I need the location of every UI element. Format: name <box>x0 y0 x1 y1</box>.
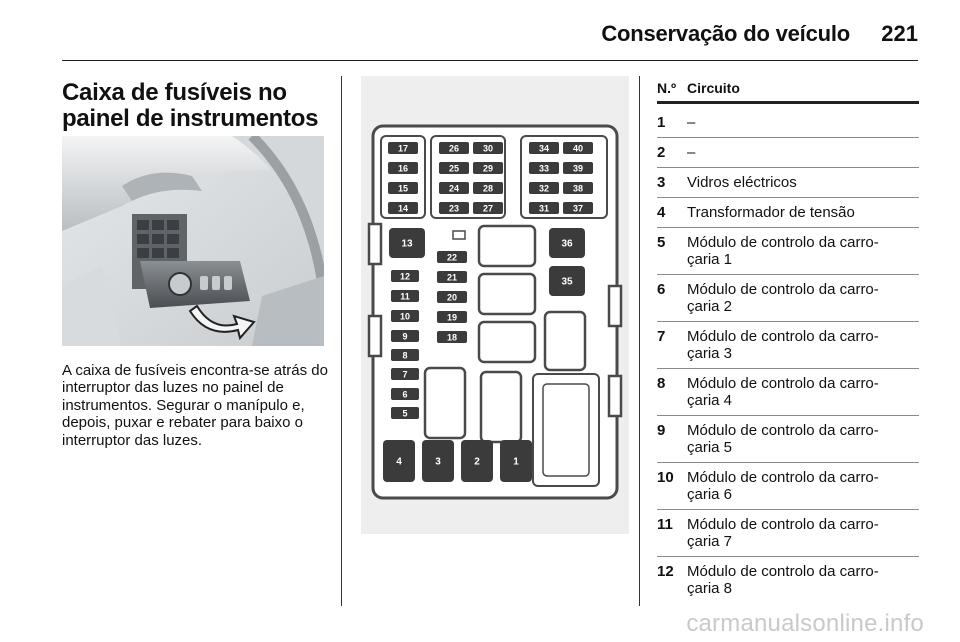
fuse-label: 10 <box>399 311 411 322</box>
page-number: 221 <box>881 21 918 46</box>
fuse-label: 6 <box>402 389 408 400</box>
fuse-number: 6 <box>657 281 666 298</box>
fuse-label: 1 <box>513 456 519 468</box>
circuit-name: Módulo de controlo da carro- çaria 3 <box>687 328 879 362</box>
table-header <box>657 80 919 101</box>
fuse-label: 9 <box>402 331 408 342</box>
circuit-name: – <box>687 144 696 161</box>
col-circuit-header: Circuito <box>687 80 740 96</box>
column-divider-left <box>341 76 342 606</box>
col-number-header: N.º <box>657 80 677 96</box>
fuse-label: 39 <box>572 163 584 174</box>
watermark: carmanualsonline.info <box>686 610 924 637</box>
circuit-name: Módulo de controlo da carro- çaria 4 <box>687 375 879 409</box>
table-row <box>657 234 919 275</box>
table-row <box>657 328 919 369</box>
fuse-label: 32 <box>538 183 550 194</box>
table-body <box>657 114 919 603</box>
circuit-name: – <box>687 114 696 131</box>
fuse-number: 8 <box>657 375 666 392</box>
fuse-label: 21 <box>446 272 458 283</box>
fuse-label: 38 <box>572 183 584 194</box>
fuse-number: 5 <box>657 234 666 251</box>
fuse-number: 12 <box>657 563 674 580</box>
table-header-rule <box>657 101 919 104</box>
table-row <box>657 114 919 138</box>
circuit-name: Módulo de controlo da carro- çaria 5 <box>687 422 879 456</box>
fuse-number: 3 <box>657 174 666 191</box>
table-row <box>657 469 919 510</box>
fuse-box-diagram <box>361 76 629 534</box>
circuit-name: Módulo de controlo da carro- çaria 6 <box>687 469 879 503</box>
circuit-name: Módulo de controlo da carro- çaria 8 <box>687 563 879 597</box>
table-row <box>657 516 919 557</box>
fuse-label: 18 <box>446 332 458 343</box>
header-divider <box>62 60 918 61</box>
section-title: Caixa de fusíveis no painel de instrumentos <box>62 79 319 132</box>
fuse-label: 40 <box>572 143 584 154</box>
fuse-number: 9 <box>657 422 666 439</box>
fuse-label: 15 <box>397 183 409 194</box>
circuit-name: Transformador de tensão <box>687 204 855 221</box>
fuse-box-location-photo <box>62 136 324 346</box>
fuse-label: 30 <box>482 143 494 154</box>
fuse-label: 3 <box>435 456 441 468</box>
fuse-label: 36 <box>561 238 573 250</box>
fuse-number: 2 <box>657 144 666 161</box>
fuse-number: 4 <box>657 204 666 221</box>
fuse-label: 28 <box>482 183 494 194</box>
fuse-label: 27 <box>482 203 494 214</box>
fuse-label: 26 <box>448 143 460 154</box>
fuse-label: 16 <box>397 163 409 174</box>
table-row <box>657 204 919 228</box>
circuit-name: Vidros eléctricos <box>687 174 797 191</box>
fuse-label: 25 <box>448 163 460 174</box>
fuse-label: 4 <box>396 456 402 468</box>
table-row <box>657 174 919 198</box>
photo-illustration <box>62 136 324 346</box>
table-row <box>657 422 919 463</box>
fuse-label: 31 <box>538 203 550 214</box>
fuse-label: 20 <box>446 292 458 303</box>
fuse-label: 11 <box>400 291 410 302</box>
header-title: Conservação do veículo <box>601 21 850 46</box>
fuse-label: 33 <box>538 163 550 174</box>
fuse-label: 34 <box>538 143 550 154</box>
fuse-number: 11 <box>657 516 673 533</box>
fuse-label: 13 <box>401 238 413 250</box>
table-row <box>657 144 919 168</box>
circuit-name: Módulo de controlo da carro- çaria 1 <box>687 234 879 268</box>
fuse-label: 5 <box>402 408 408 419</box>
fuse-label: 19 <box>446 312 458 323</box>
fuse-circuit-table <box>657 80 919 609</box>
fuse-label: 35 <box>561 276 573 288</box>
table-row <box>657 375 919 416</box>
fuse-label: 17 <box>397 143 409 154</box>
fuse-label: 23 <box>448 203 460 214</box>
fuse-box-svg <box>361 76 629 534</box>
fuse-label: 22 <box>446 252 458 263</box>
fuse-number: 7 <box>657 328 666 345</box>
fuse-label: 37 <box>572 203 584 214</box>
fuse-label: 7 <box>402 369 408 380</box>
table-row <box>657 281 919 322</box>
fuse-label: 24 <box>448 183 460 194</box>
section-body: A caixa de fusíveis encontra-se atrás do interruptor das luzes no painel de instrumentos. Segurar o manípulo e, depois, puxar e rebater para baixo o interruptor das luzes. <box>62 362 328 449</box>
fuse-number: 10 <box>657 469 674 486</box>
fuse-label: 12 <box>399 271 411 282</box>
table-row <box>657 563 919 603</box>
fuse-number: 1 <box>657 114 666 131</box>
circuit-name: Módulo de controlo da carro- çaria 2 <box>687 281 879 315</box>
fuse-label: 29 <box>482 163 494 174</box>
column-divider-right <box>639 76 640 606</box>
fuse-label: 2 <box>474 456 480 468</box>
circuit-name: Módulo de controlo da carro- çaria 7 <box>687 516 879 550</box>
fuse-label: 8 <box>402 350 408 361</box>
fuse-label: 14 <box>397 203 409 214</box>
